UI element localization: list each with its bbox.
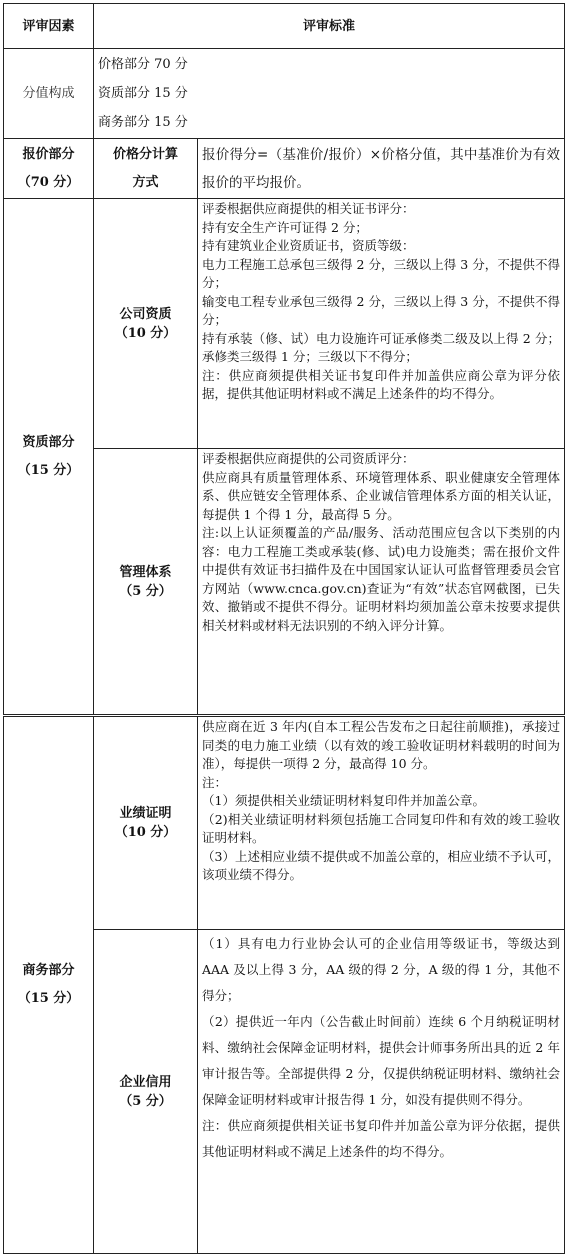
- credit-name: 企业信用: [119, 1074, 172, 1090]
- price-row: [4, 139, 565, 199]
- score-composition-row: [4, 49, 565, 139]
- price-factor: [4, 139, 94, 199]
- criteria-line: （3）上述相应业绩不提供或不加盖公章的，相应业绩不予认可，该项业绩不得分。: [202, 848, 560, 882]
- criteria-line: 输变电工程专业承包三级得 2 分，三级以上得 3 分，不提供不得分；: [202, 293, 561, 327]
- price-points: （70 分）: [17, 174, 80, 190]
- company-qualification-row: [4, 199, 565, 449]
- company-qualification-sub: [94, 199, 198, 449]
- score-composition-label: 分值构成: [4, 49, 94, 139]
- criteria-line: 供应商在近 3 年内(自本工程公告发布之日起往前顺推)，承接过同类的电力施工业绩（以有效的竣工验收证明材料载明的时间为准），每提供一项得 2 分，最高得 10 分。: [202, 719, 560, 771]
- criteria-line: （2）提供近一年内（公告截止时间前）连续 6 个月纳税证明材料、缴纳社会保障金证明材料，提供会计师事务所出具的近 2 年审计报告等。全部提供得 2 分，仅提供纳税证明材料、缴纳社会保障金证明材料或审计报告得 1 分，如没有提供则不得分。: [202, 1014, 560, 1107]
- criteria-line: 评委根据供应商提供的相关证书评分：: [202, 201, 415, 216]
- business-factor: [4, 717, 94, 1254]
- criteria-line: 注：供应商须提供相关证书复印件并加盖公章为评分依据，提供其他证明材料或不满足上述条件的均不得分。: [202, 1118, 560, 1159]
- criteria-line: 持有承装（修、试）电力设施许可证承修类二级及以上得 2 分；承修类三级得 1 分；三级以下不得分；: [202, 330, 561, 364]
- performance-name: 业绩证明: [119, 806, 172, 821]
- performance-points: （10 分）: [114, 825, 177, 840]
- score-composition-list: [94, 49, 565, 139]
- criteria-line: 评委根据供应商提供的公司资质评分：: [202, 451, 415, 466]
- qualification-factor: [4, 199, 94, 715]
- company-qualification-points: （10 分）: [114, 325, 177, 341]
- scoring-table-part-1: [3, 3, 565, 715]
- performance-row: [4, 717, 565, 930]
- criteria-line: 注:以上认证须覆盖的产品/服务、活动范围应包含以下类别的内容：电力工程施工类或承装(修、试)电力设施类；需在报价文件中提供有效证书扫描件及在中国国家认证认可监督管理委员会官方网站（www.cnca.gov.cn)查证为“有效”状态官网截图，已失效、撤销或不提供不得分。证明材料均须加盖公章未按要求提供相关材料或材料无法识别的不纳入评分计算。: [202, 525, 561, 633]
- score-line: 商务部分 15 分: [98, 115, 188, 130]
- criteria-line: 电力工程施工总承包三级得 2 分，三级以上得 3 分，不提供不得分；: [202, 256, 561, 290]
- criteria-line: （1）须提供相关业绩证明材料复印件并加盖公章。: [202, 793, 485, 808]
- scoring-table-part-2: [3, 716, 565, 1254]
- management-system-name: 管理体系: [119, 564, 172, 580]
- criteria-line: 供应商具有质量管理体系、环境管理体系、职业健康安全管理体系、供应链安全管理体系、企业诚信管理体系方面的相关认证，每提供 1 个得 1 分，最高得 5 分。: [202, 469, 561, 522]
- header-standard: 评审标准: [94, 4, 565, 49]
- performance-text: [198, 717, 565, 930]
- price-label: 报价部分: [22, 146, 75, 162]
- criteria-line: 持有安全生产许可证得 2 分；: [202, 219, 368, 235]
- price-method: [94, 139, 198, 199]
- price-method-label-2: 方式: [132, 174, 159, 190]
- criteria-line: （1）具有电力行业协会认可的企业信用等级证书，等级达到 AAA 及以上得 3 分，AA 级的得 2 分，A 级的得 1 分，其他不得分；: [202, 936, 560, 1003]
- header-factor: 评审因素: [4, 4, 94, 49]
- business-label: 商务部分: [22, 963, 75, 978]
- credit-sub: [94, 930, 198, 1254]
- performance-sub: [94, 717, 198, 930]
- score-line: 资质部分 15 分: [98, 86, 188, 101]
- criteria-line: （2)相关业绩证明材料须包括施工合同复印件和有效的竣工验收证明材料。: [202, 811, 560, 845]
- criteria-line: 注：: [202, 774, 228, 790]
- qualification-points: （15 分）: [17, 462, 80, 478]
- price-method-label-1: 价格分计算: [112, 146, 178, 162]
- qualification-label: 资质部分: [22, 434, 75, 450]
- score-line: 价格部分 70 分: [98, 57, 188, 72]
- business-points: （15 分）: [17, 991, 80, 1006]
- criteria-line: 注：供应商须提供相关证书复印件并加盖供应商公章为评分依据，提供其他证明材料或不满足上述条件的均不得分。: [202, 367, 561, 401]
- management-system-text: [198, 449, 565, 715]
- company-qualification-text: [198, 199, 565, 449]
- criteria-line: 持有建筑业企业资质证书，资质等级：: [202, 238, 415, 253]
- price-formula: 报价得分=（基准价/报价）×价格分值，其中基准价为有效报价的平均报价。: [198, 139, 565, 199]
- credit-text: [198, 930, 565, 1254]
- header-row: [4, 4, 565, 49]
- management-system-points: （5 分）: [119, 583, 172, 599]
- management-system-sub: [94, 449, 198, 715]
- company-qualification-name: 公司资质: [119, 306, 172, 322]
- credit-points: （5 分）: [119, 1093, 172, 1109]
